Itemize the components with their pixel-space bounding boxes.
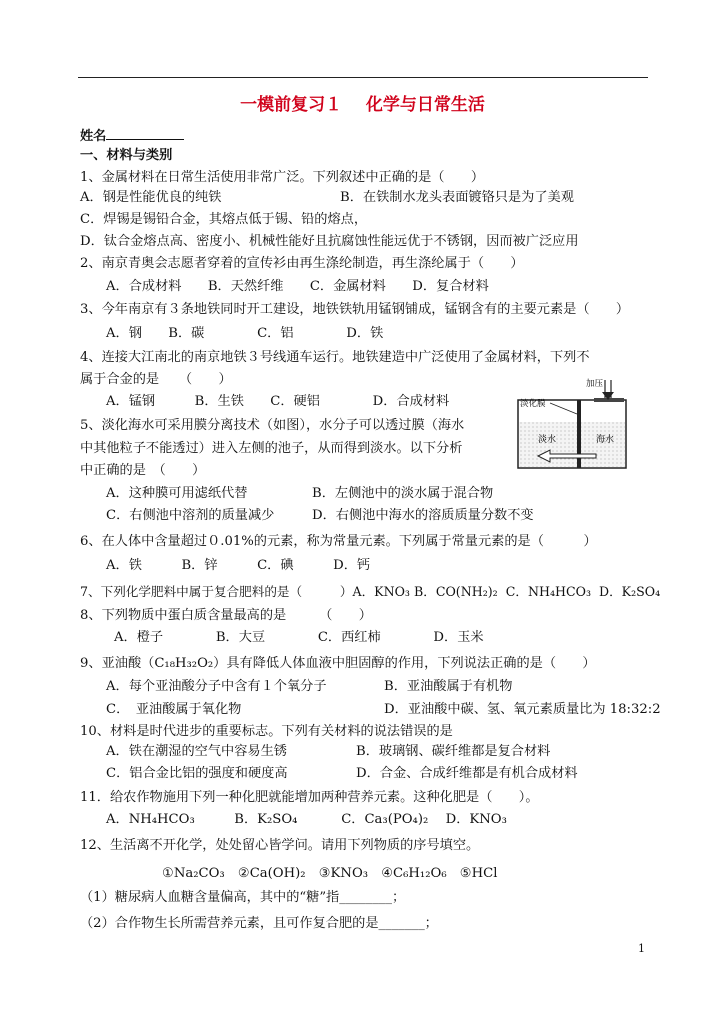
section-heading: 一、材料与类别 [80,148,173,163]
top-rule [78,77,648,78]
name-blank [106,127,184,140]
q12-substances: ①Na₂CO₃ ②Ca(OH)₂ ③KNO₃ ④C₆H₁₂O₆ ⑤HCl [162,866,498,881]
q8-options: A．橙子 B．大豆 C．西红柿 D．玉米 [114,630,484,645]
q1-option-b: B．在铁制水龙头表面镀铬只是为了美观 [340,190,574,205]
question-4: 4、连接大江南北的南京地铁３号线通车运行。地铁建造中广泛使用了金属材料，下列不 [80,350,590,365]
question-5-cont: 中其他粒子不能透过）进入左侧的池子，从而得到淡水。以下分析 [80,441,463,456]
name-field [80,127,184,144]
label-pressure: 加压 [586,379,604,389]
question-10: 10、材料是时代进步的重要标志。下列有关材料的说法错误的是 [80,724,453,739]
q9-option-c: C． 亚油酸属于氧化物 [106,702,242,717]
name-label: 姓名 [80,129,107,144]
q10-option-b: B．玻璃钢、碳纤维都是复合材料 [356,744,551,759]
question-4-cont: 属于合金的是 （ ） [80,372,232,387]
q11-options: A．NH₄HCO₃ B．K₂SO₄ C．Ca₃(PO₄)₂ D．KNO₃ [106,812,507,827]
question-5: 5、淡化海水可采用膜分离技术（如图），水分子可以透过膜（海水 [80,418,465,433]
label-fresh-water: 淡水 [538,435,557,445]
q12-part-1: （1）糖尿病人血糖含量偏高，其中的“糖”指________； [80,890,406,905]
q9-option-d: D．亚油酸中碳、氢、氧元素质量比为 18:32:2 [384,702,661,717]
question-3: 3、今年南京有３条地铁同时开工建设，地铁铁轨用锰钢铺成，锰钢含有的主要元素是（ ） [80,302,630,317]
q9-option-a: A．每个亚油酸分子中含有１个氧分子 [106,679,327,694]
q2-options: A．合成材料 B．天然纤维 C．金属材料 D．复合材料 [106,279,489,294]
page-number: 1 [638,942,645,955]
question-1: 1、金属材料在日常生活使用非常广泛。下列叙述中正确的是（ ） [80,170,485,185]
question-5-cont2: 中正确的是 （ ） [80,463,206,478]
label-membrane: 淡化膜 [520,399,546,409]
question-12: 12、生活离不开化学，处处留心皆学问。请用下列物质的序号填空。 [80,838,480,853]
q5-option-a: A．这种膜可用滤纸代替 [106,486,248,501]
q10-option-d: D．合金、合成纤维都是有机合成材料 [356,766,578,781]
q5-option-b: B．左侧池中的淡水属于混合物 [312,486,494,501]
q12-part-2: （2）合作物生长所需营养元素，且可作复合肥的是_______； [80,916,438,931]
question-9: 9、亚油酸（C₁₈H₃₂O₂）具有降低人体血液中胆固醇的作用，下列说法正确的是（ ） [80,656,596,671]
question-2: 2、南京青奥会志愿者穿着的宣传衫由再生涤纶制造，再生涤纶属于（ ） [80,256,524,271]
question-7: 7、下列化学肥料中属于复合肥料的是（ ）A．KNO₃ B．CO(NH₂)₂ C．NH₄HCO₃ D．K₂SO₄ [80,584,661,599]
q5-option-c: C．右侧池中溶剂的质量减少 [106,508,275,523]
q9-option-b: B．亚油酸属于有机物 [384,679,513,694]
q10-option-c: C．铝合金比铝的强度和硬度高 [106,766,288,781]
q10-option-a: A．铁在潮湿的空气中容易生锈 [106,744,287,759]
question-8: 8、下列物质中蛋白质含量最高的是 （ ） [80,608,372,623]
question-11: 11．给农作物施用下列一种化肥就能增加两种营养元素。这种化肥是（ ）。 [80,790,539,805]
label-sea-water: 海水 [596,435,615,445]
q1-option-a: A．钢是性能优良的纯铁 [80,190,222,205]
q5-option-d: D．右侧池中海水的溶质质量分数不变 [312,508,534,523]
q1-option-c: C．焊锡是锡铅合金，其熔点低于锡、铅的熔点， [80,212,368,227]
q1-option-d: D．钛合金熔点高、密度小、机械性能好且抗腐蚀性能远优于不锈钢，因而被广泛应用 [80,234,579,249]
page-title: 一模前复习１ 化学与日常生活 [240,95,485,115]
question-6: 6、在人体中含量超过０.01%的元素，称为常量元素。下列属于常量元素的是（ ） [80,534,597,549]
q3-options: A．钢 B．碳 C．铝 D．铁 [106,326,384,341]
membrane-diagram [516,378,630,472]
q4-options: A．锰钢 B．生铁 C．硬铝 D．合成材料 [106,394,450,409]
q6-options: A．铁 B．锌 C．碘 D．钙 [106,558,371,573]
